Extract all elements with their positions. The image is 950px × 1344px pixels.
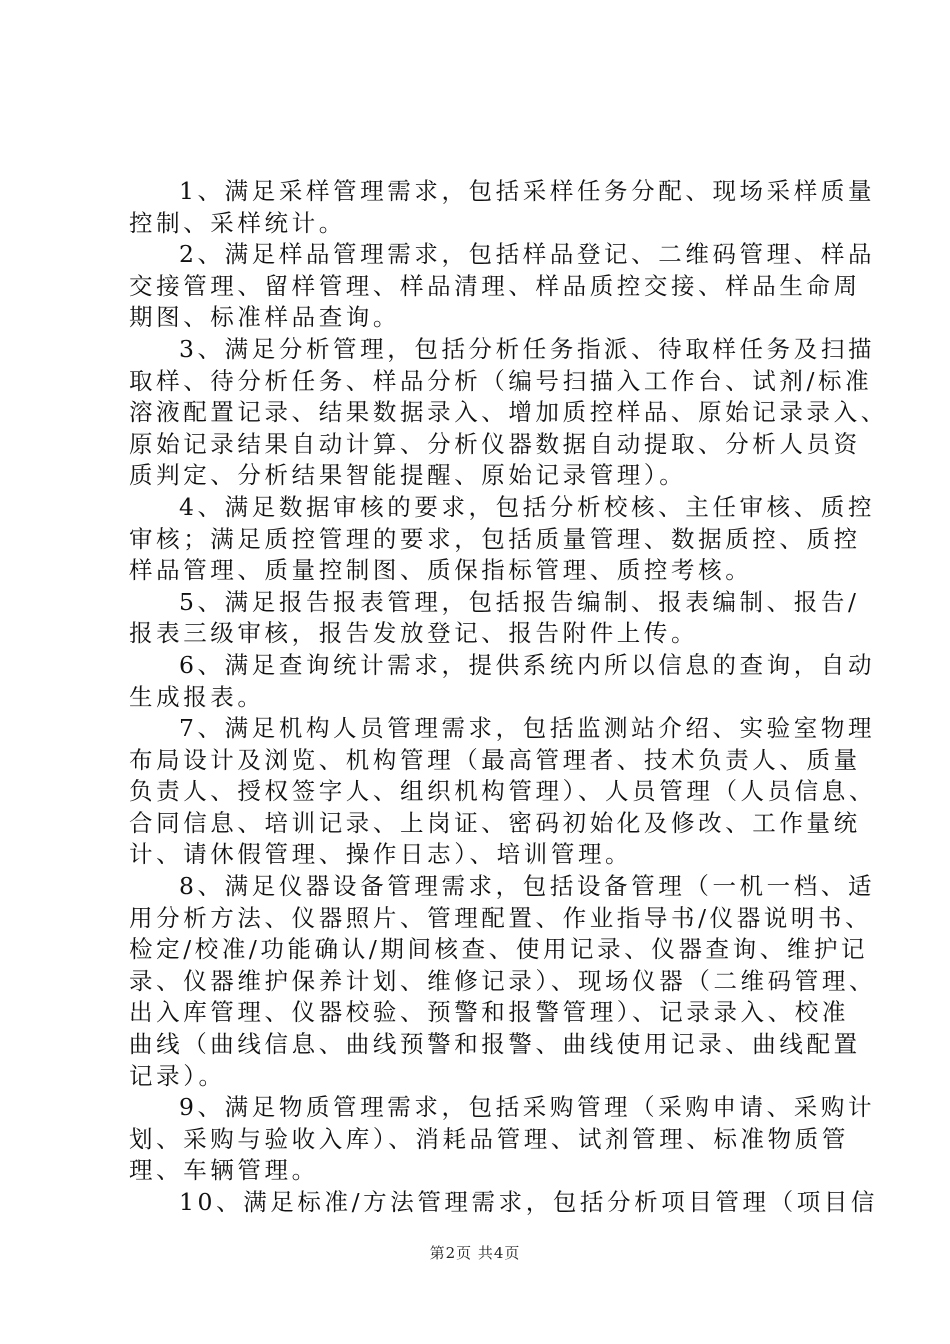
text-line: 报表三级审核，报告发放登记、报告附件上传。	[129, 619, 699, 648]
paragraph-5	[129, 587, 860, 650]
text-line: 质判定、分析结果智能提醒、原始记录管理）。	[129, 461, 687, 490]
paragraph-1	[129, 176, 876, 239]
paragraph-7	[129, 713, 877, 871]
text-line: 理、车辆管理。	[129, 1156, 319, 1185]
page-footer	[0, 1243, 950, 1263]
text-line: 样品管理、质量控制图、质保指标管理、质控考核。	[129, 556, 753, 585]
text-line: 录、仪器维护保养计划、维修记录）、现场仪器（二维码管理、	[129, 966, 877, 995]
text-line: 划、采购与验收入库）、消耗品管理、试剂管理、标准物质管	[129, 1124, 849, 1153]
text-line: 3、满足分析管理，包括分析任务指派、待取样任务及扫描	[179, 334, 876, 363]
text-line: 5、满足报告报表管理，包括报告编制、报表编制、报告/	[179, 587, 860, 616]
text-line: 控制、采样统计。	[129, 208, 346, 237]
text-line: 审核；满足质控管理的要求，包括质量管理、数据质控、质控	[129, 524, 861, 553]
text-line: 取样、待分析任务、样品分析（编号扫描入工作台、试剂/标准	[129, 366, 873, 395]
text-line: 布局设计及浏览、机构管理（最高管理者、技术负责人、质量	[129, 745, 861, 774]
text-line: 检定/校准/功能确认/期间核查、使用记录、仪器查询、维护记	[129, 935, 869, 964]
text-line: 9、满足物质管理需求，包括采购管理（采购申请、采购计	[179, 1093, 876, 1122]
paragraph-9	[129, 1092, 876, 1187]
text-line: 计、请休假管理、操作日志）、培训管理。	[129, 840, 633, 869]
text-line: 1、满足采样管理需求，包括采样任务分配、现场采样质量	[179, 177, 876, 205]
text-line: 合同信息、培训记录、上岗证、密码初始化及修改、工作量统	[129, 808, 861, 837]
text-line: 交接管理、留样管理、样品清理、样品质控交接、样品生命周	[129, 271, 861, 300]
text-line: 曲线（曲线信息、曲线预警和报警、曲线使用记录、曲线配置	[129, 1030, 861, 1059]
text-line: 6、满足查询统计需求，提供系统内所以信息的查询，自动	[179, 650, 876, 679]
document-body	[129, 176, 888, 1219]
text-line: 出入库管理、仪器校验、预警和报警管理）、记录录入、校准	[129, 998, 849, 1027]
paragraph-3	[129, 334, 888, 492]
text-line: 7、满足机构人员管理需求，包括监测站介绍、实验室物理	[179, 714, 876, 743]
page-number: 第2页 共4页	[429, 1244, 521, 1262]
text-line: 8、满足仪器设备管理需求，包括设备管理（一机一档、适	[179, 872, 876, 901]
text-line: 2、满足样品管理需求，包括样品登记、二维码管理、样品	[179, 240, 876, 269]
paragraph-2	[129, 239, 876, 334]
text-line: 负责人、授权签字人、组织机构管理）、人员管理（人员信息、	[129, 777, 877, 806]
text-line: 10、满足标准/方法管理需求，包括分析项目管理（项目信	[179, 1188, 879, 1216]
paragraph-8	[129, 871, 877, 1092]
text-line: 记录）。	[129, 1061, 226, 1090]
text-line: 4、满足数据审核的要求，包括分析校核、主任审核、质控	[179, 492, 876, 521]
paragraph-6	[129, 650, 876, 713]
text-line: 生成报表。	[129, 682, 265, 711]
text-line: 溶液配置记录、结果数据录入、增加质控样品、原始记录录入、	[129, 398, 888, 427]
text-line: 期图、标准样品查询。	[129, 303, 400, 332]
text-line: 原始记录结果自动计算、分析仪器数据自动提取、分析人员资	[129, 429, 861, 458]
text-line: 用分析方法、仪器照片、管理配置、作业指导书/仪器说明书、	[129, 903, 873, 932]
paragraph-4	[129, 492, 876, 587]
paragraph-10	[129, 1187, 879, 1219]
